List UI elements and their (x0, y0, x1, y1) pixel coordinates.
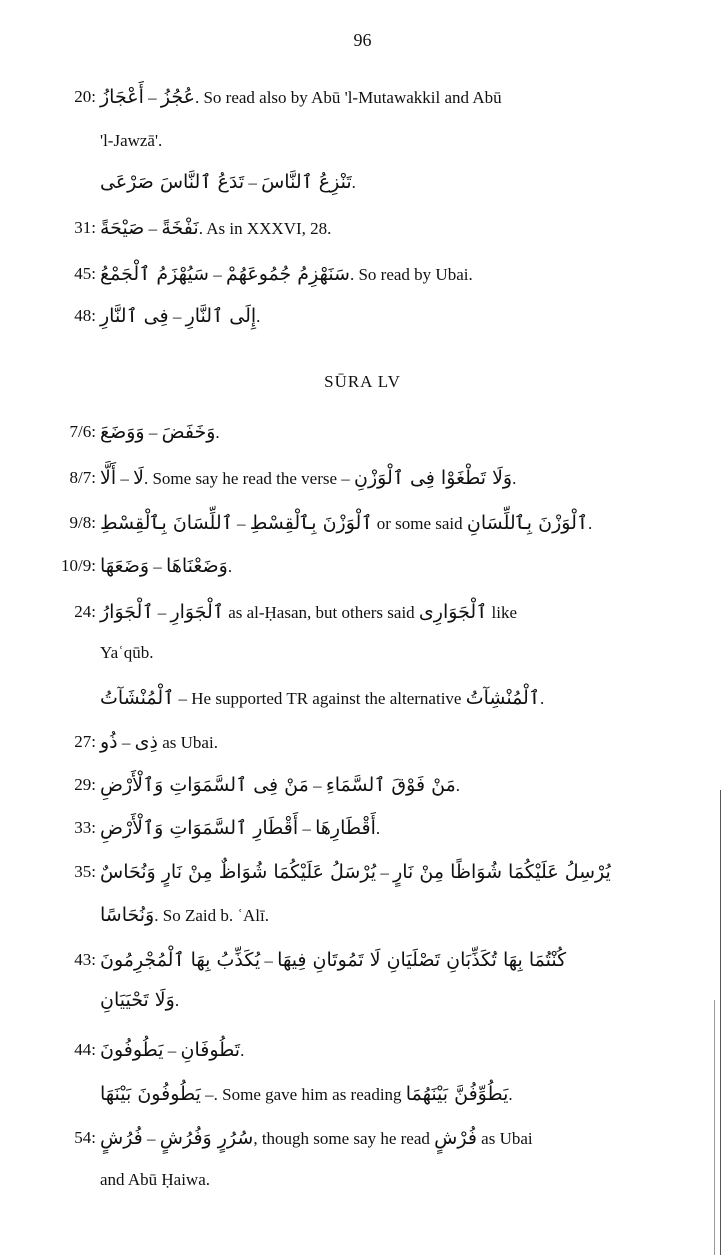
dash: – (308, 776, 326, 795)
entry-number: 48: (74, 306, 96, 325)
arabic-variant: يُكَذِّبُ بِهَا ٱلْمُجْرِمُونَ (100, 949, 261, 971)
arabic-variant: وَوَضَعَ (100, 421, 145, 443)
entry-continuation (100, 905, 269, 926)
arabic-variant: أَعْجَازُ (100, 86, 144, 108)
dash: – (168, 307, 186, 326)
dash: – (117, 733, 135, 752)
arabic-reading: وَضَعْنَاهَا (166, 555, 228, 577)
entry-text: . (455, 776, 461, 795)
entry-number: 45: (74, 264, 96, 283)
arabic-variant: يَطُوفُونَ (100, 1039, 164, 1061)
arabic-reading: يُرْسِلُ عَلَيْكُمَا شُوَاظًا مِنْ نَارٍ (393, 861, 611, 883)
entry-number: 29: (74, 775, 96, 794)
entry-text: . As in XXXVI, 28. (198, 219, 332, 238)
arabic-reading: ٱلْوَزْنَ بِٱلْقِسْطِ (249, 512, 373, 534)
entry-number: 10/9: (61, 556, 96, 575)
dash: – (144, 219, 162, 238)
dash: – (232, 514, 250, 533)
dash: – (376, 863, 394, 882)
entry-line (100, 264, 473, 285)
entry-line (100, 688, 544, 709)
entry-text: . So read by Ubai. (349, 265, 473, 284)
arabic-variant: سَيُهْزَمُ ٱلْجَمْعُ (100, 263, 209, 285)
entry-text: , though some say he read (253, 1129, 435, 1148)
arabic-continuation: وَنُحَاسًا (100, 904, 155, 926)
arabic-reading: سَنَهْزِمُ جُمُوعَهُمْ (225, 263, 350, 285)
entry-number: 35: (74, 862, 96, 881)
entry-text: as al-Ḥasan, but others said (223, 603, 419, 622)
arabic-quote: ٱلْجَوَارِى (418, 601, 488, 623)
arabic-reading: وَخَفَضَ (161, 421, 216, 443)
arabic-reading: لَا (133, 467, 144, 489)
entry-number: 9/8: (69, 513, 96, 532)
entry-text-end: . (539, 689, 545, 708)
entry-line (100, 1128, 533, 1149)
entry-line (100, 732, 218, 753)
entry-line (100, 218, 331, 239)
entry-text: . Some say he read the verse – (143, 469, 355, 488)
arabic-quote: فُرْشٍ (434, 1127, 477, 1149)
entry-text: . (174, 991, 180, 1010)
arabic-variant: صَيْحَةً (100, 217, 145, 239)
entry-number: 27: (74, 732, 96, 751)
entry-text: . (351, 173, 356, 192)
arabic-variant: ٱللِّسَانَ بِٱلْقِسْطِ (100, 512, 233, 534)
entry-text: –. Some gave him as reading (200, 1085, 406, 1104)
entry-continuation: and Abū Ḥaiwa. (100, 1170, 211, 1189)
arabic-reading: أَقْطَارِهَا (315, 817, 376, 839)
arabic-reading: عُجُزُ (160, 86, 195, 108)
entry-text-end: . (508, 1085, 513, 1104)
arabic-reading: سُرُرٍ وَفُرُشٍ (159, 1127, 254, 1149)
arabic-reading: مَنْ فَوْقَ ٱلسَّمَاءِ (325, 774, 456, 796)
arabic-reading: تَنْزِعُ ٱلنَّاسَ (261, 171, 352, 193)
arabic-continuation: وَلَا تَحْيَيَانِ (100, 989, 175, 1011)
arabic-quote: ٱلْمُنْشِآتُ (465, 687, 540, 709)
dash: – (298, 819, 316, 838)
entry-text: – He supported TR against the alternative (174, 689, 466, 708)
arabic-quote: وَلَا تَطْغَوْا فِى ٱلْوَزْنِ (354, 467, 513, 489)
arabic-reading: تَطُوفَانِ (180, 1039, 241, 1061)
entry-line (100, 87, 502, 108)
arabic-variant: ٱلْمُنْشَآتُ (100, 687, 175, 709)
dash: – (153, 603, 171, 622)
entry-line (100, 818, 380, 839)
entry-text: . So Zaid b. ʿAlī. (154, 906, 269, 925)
entry-number: 31: (74, 218, 96, 237)
arabic-variant: تَدَعُ ٱلنَّاسَ صَرْعَى (100, 171, 245, 193)
entry-number: 20: (74, 87, 96, 106)
entry-line (100, 422, 220, 443)
arabic-variant: يُرْسَلُ عَلَيْكُمَا شُوَاظٌ مِنْ نَارٍ وَنُحَاسٌ (100, 861, 377, 883)
arabic-reading: ٱلْجَوَارِ (170, 601, 224, 623)
dash: – (208, 265, 226, 284)
entry-text: . (215, 423, 220, 442)
entry-line (100, 775, 460, 796)
page-edge-line (720, 790, 721, 1255)
entry-text-end: as Ubai (476, 1129, 533, 1148)
entry-text-end: . (588, 514, 593, 533)
arabic-variant: مَنْ فِى ٱلسَّمَوَاتِ وَٱلْأَرْضِ (100, 774, 309, 796)
arabic-reading: ذِى (134, 731, 158, 753)
arabic-reading: إِلَى ٱلنَّارِ (185, 305, 257, 327)
entry-number: 8/7: (69, 468, 96, 487)
entry-line (100, 1040, 244, 1061)
entry-text: . (240, 1041, 245, 1060)
entry-text-end: . (512, 469, 517, 488)
arabic-variant: وَضَعَهَا (100, 555, 150, 577)
entry-number: 54: (74, 1128, 96, 1147)
dash: – (144, 423, 162, 442)
dash: – (260, 951, 278, 970)
dash: – (244, 173, 262, 192)
dash: – (142, 1129, 160, 1148)
arabic-variant: يَطُوفُونَ بَيْنَهَا (100, 1083, 201, 1105)
entry-continuation: Yaʿqūb. (100, 643, 154, 662)
entry-line (100, 556, 232, 577)
entry-text-end: like (487, 603, 517, 622)
entry-text: . (256, 307, 261, 326)
entry-number: 33: (74, 818, 96, 837)
dash: – (116, 469, 134, 488)
entry-number: 43: (74, 950, 96, 969)
entry-line (100, 513, 592, 534)
arabic-variant: أَلَّا (100, 467, 117, 489)
page-number: 96 (353, 30, 372, 50)
entry-line (100, 306, 260, 327)
entry-number: 44: (74, 1040, 96, 1059)
entry-line (100, 172, 356, 193)
sura-heading: SŪRA LV (324, 372, 401, 391)
entry-text: as Ubai. (157, 733, 218, 752)
arabic-variant: فُرُشٍ (100, 1127, 143, 1149)
entry-continuation: 'l-Jawzā'. (100, 131, 163, 150)
entry-text: . (227, 557, 233, 576)
entry-number: 7/6: (69, 422, 96, 441)
entry-line (100, 950, 566, 971)
arabic-variant: ذُو (100, 731, 118, 753)
arabic-reading: كُنْتُمَا بِهَا تُكَذِّبَانِ تَصْلَيَانِ لَا تَمُوتَانِ فِيهَا (277, 949, 567, 971)
entry-line (100, 602, 517, 623)
dash: – (143, 88, 161, 107)
entry-continuation (100, 990, 179, 1011)
page-edge-line (714, 1000, 715, 1255)
entry-line (100, 468, 516, 489)
arabic-reading: نَفْخَةً (161, 217, 199, 239)
arabic-quote: ٱلْوَزْنَ بِٱللِّسَانِ (466, 512, 589, 534)
entry-number: 24: (74, 602, 96, 621)
arabic-variant: ٱلْجَوَارُ (100, 601, 154, 623)
dash: – (163, 1041, 181, 1060)
entry-text: . (375, 819, 381, 838)
arabic-variant: أَقْطَارِ ٱلسَّمَوَاتِ وَٱلْأَرْضِ (100, 817, 299, 839)
arabic-variant: فِى ٱلنَّارِ (100, 305, 169, 327)
entry-line (100, 1084, 513, 1105)
dash: – (149, 557, 167, 576)
entry-text: . So read also by Abū 'l-Mutawakkil and Abū (194, 88, 502, 107)
entry-line (100, 862, 611, 883)
entry-text: or some said (372, 514, 467, 533)
arabic-quote: يَطُوِّفُنَّ بَيْنَهُمَا (405, 1083, 509, 1105)
